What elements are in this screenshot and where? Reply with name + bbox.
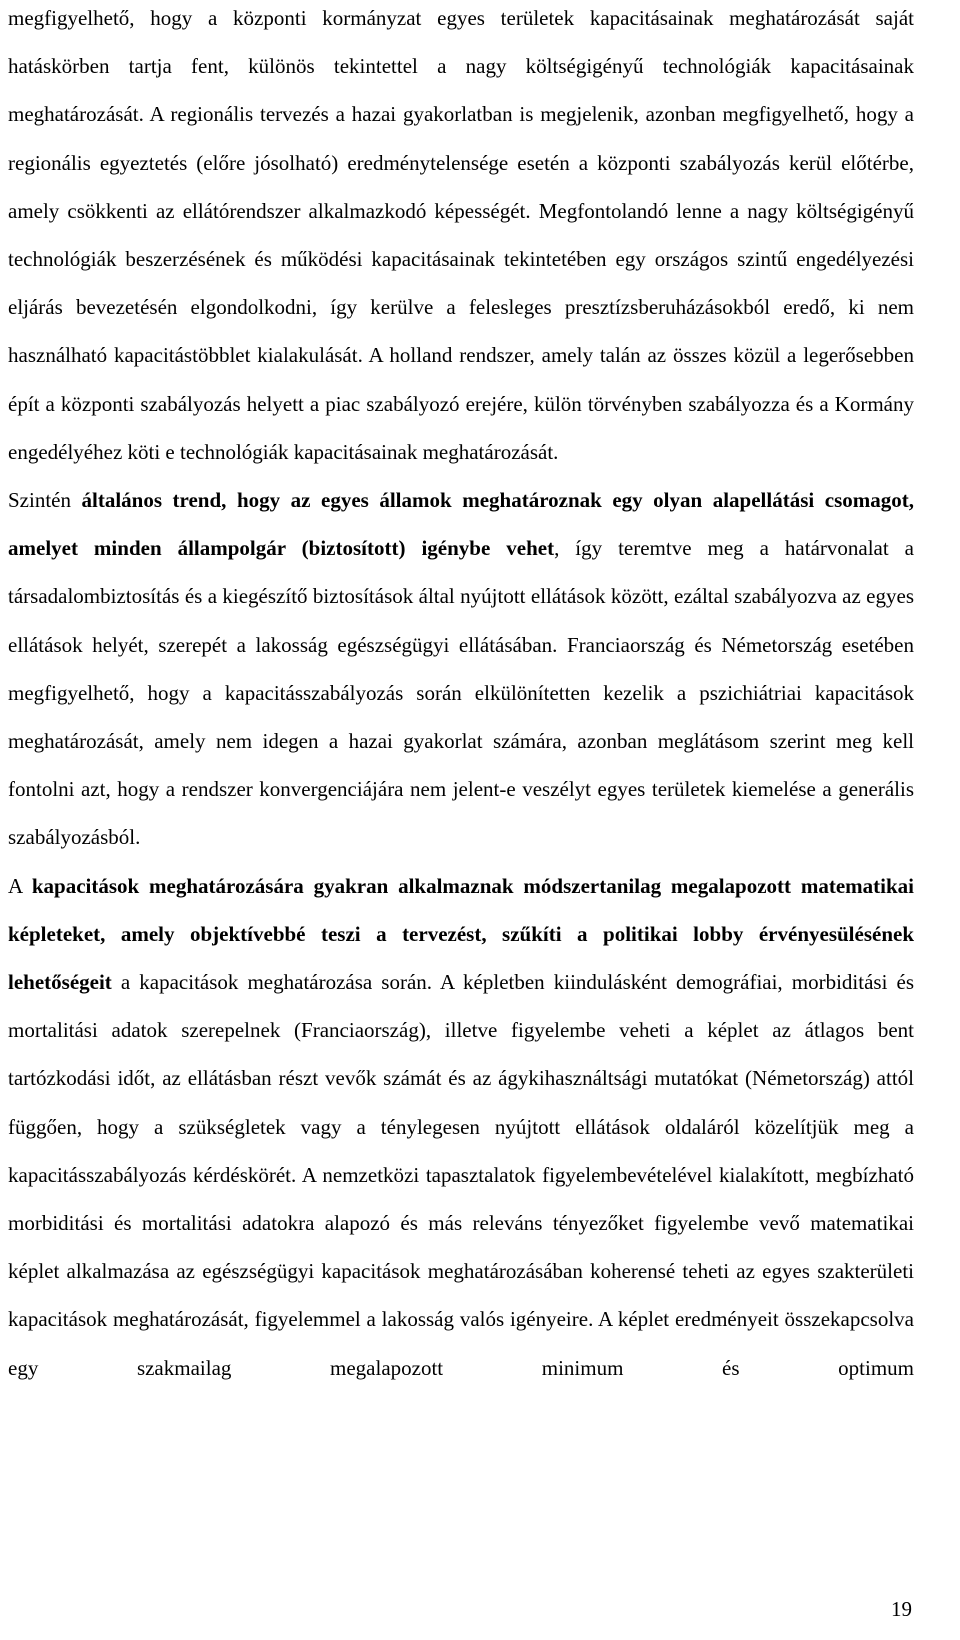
- bold-text-segment: kapacitások meghatározására gyakran alkalmaznak módszertanilag megalapozott matematikai képleteket, amely objektívebbé teszi a tervezést, szűkíti a politikai lobby érvényesülésének lehetőségeit: [8, 873, 914, 995]
- bold-text-segment: általános trend, hogy az egyes államok meghatároznak egy olyan alapellátási csomagot, amelyet minden állampolgár (biztosított) igénybe vehet: [8, 488, 914, 561]
- text-segment: megfigyelhető, hogy a központi kormányzat egyes területek kapacitásainak meghatározását saját hatáskörben tartja fent, különös tekintettel a nagy költségigényű technológiák kapacitásainak meghatározását. A regionális tervezés a hazai gyakorlatban is megjelenik, azonban megfigyelhető, hogy a regionális egyeztetés (előre jósolható) eredménytelensége esetén a központi szabályozás kerül előtérbe, amely csökkenti az ellátórendszer alkalmazkodó képességét. Megfontolandó lenne a nagy költségigényű technológiák beszerzésének és működési kapacitásainak tekintetében egy országos szintű engedélyezési eljárás bevezetésén elgondolkodni, így kerülve a felesleges presztízsberuházásokból eredő, ki nem használható kapacitástöbblet kialakulását. A holland rendszer, amely talán az összes közül a legerősebben épít a központi szabályozás helyett a piac szabályozó erejére, külön törvényben szabályozza és a Kormány engedélyéhez köti e technológiák kapacitásainak meghatározását.: [8, 6, 914, 464]
- paragraph: [8, 862, 914, 1392]
- text-segment: Szintén: [8, 488, 82, 513]
- page-number: 19: [891, 1597, 912, 1621]
- paragraph: [8, 476, 914, 862]
- document-body: [8, 0, 914, 1392]
- paragraph: [8, 0, 914, 476]
- text-segment: a kapacitások meghatározása során. A képletben kiindulásként demográfiai, morbiditási és mortalitási adatok szerepelnek (Franciaország), illetve figyelembe veheti a képlet az átlagos bent tartózkodási időt, az ellátásban részt vevők számát és az ágykihasználtsági mutatókat (Németország) attól függően, hogy a szükségletek vagy a ténylegesen nyújtott ellátások oldaláról közelítjük meg a kapacitásszabályozás kérdéskörét. A nemzetközi tapasztalatok figyelembevételével kialakított, megbízható morbiditási és mortalitási adatokra alapozó és más releváns tényezőket figyelembe vevő matematikai képlet alkalmazása az egészségügyi kapacitások meghatározásában koherensé teheti az egyes szakterületi kapacitások meghatározását, figyelemmel a lakosság valós igényeire. A képlet eredményeit összekapcsolva egy szakmailag megalapozott minimum és optimum: [8, 970, 914, 1380]
- text-segment: , így teremtve meg a határvonalat a társadalombiztosítás és a kiegészítő biztosítások által nyújtott ellátások között, ezáltal szabályozva az egyes ellátások helyét, szerepét a lakosság egészségügyi ellátásában. Franciaország és Németország esetében megfigyelhető, hogy a kapacitásszabályozás során elkülönítetten kezelik a pszichiátriai kapacitások meghatározását, amely nem idegen a hazai gyakorlat számára, azonban meglátásom szerint meg kell fontolni azt, hogy a rendszer konvergenciájára nem jelent-e veszélyt egyes területek kiemelése a generális szabályozásból.: [8, 536, 914, 850]
- text-segment: A: [8, 873, 32, 898]
